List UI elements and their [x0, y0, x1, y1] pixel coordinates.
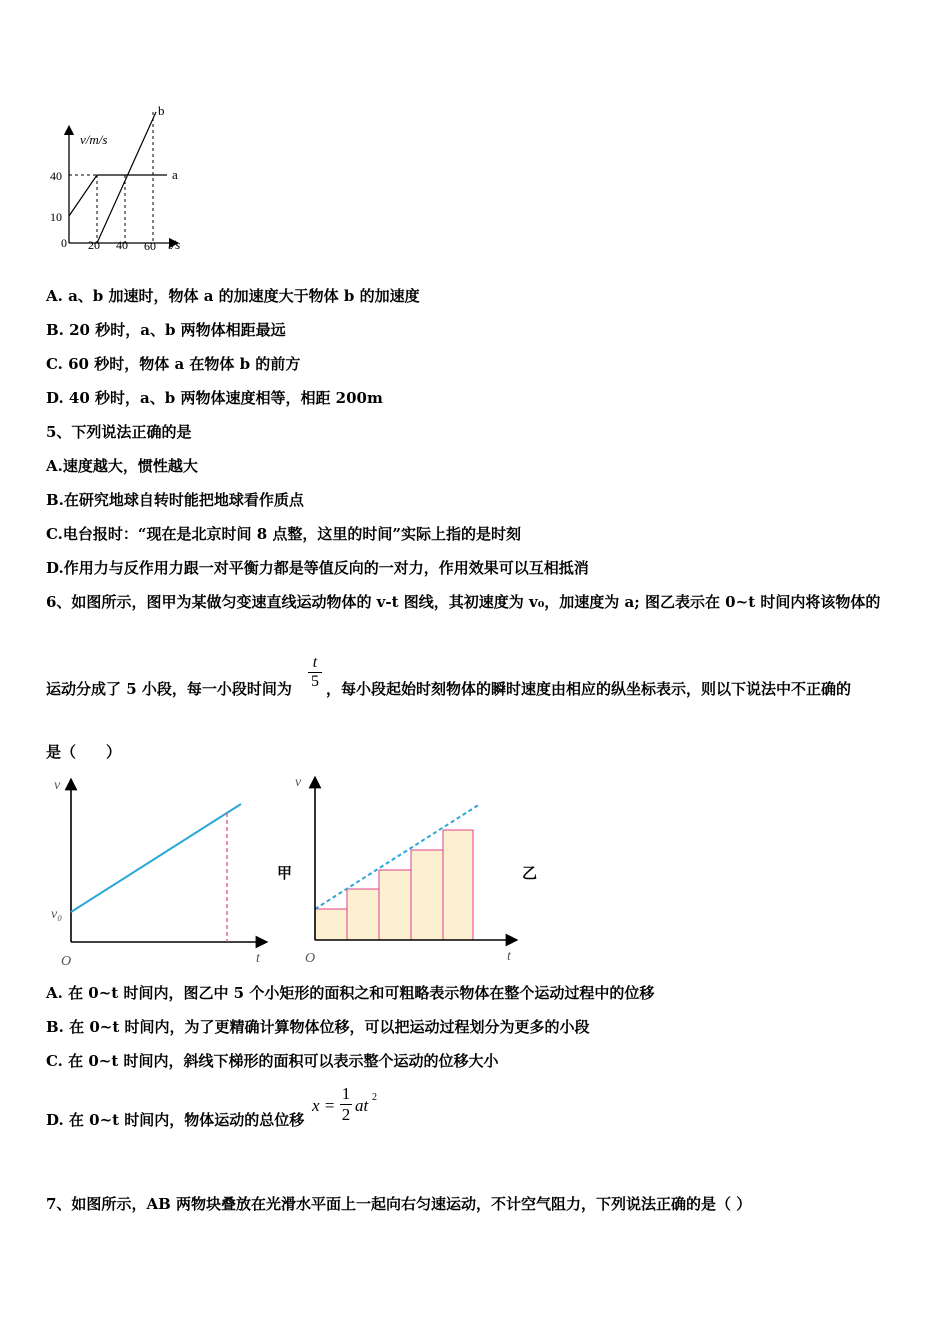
q4-option-a: A. a、b 加速时，物体 a 的加速度大于物体 b 的加速度 — [46, 287, 420, 305]
jia-ylabel: v — [54, 778, 61, 793]
yi-rect-4 — [411, 850, 443, 940]
q6-stem-line2b: ，每小段起始时刻物体的瞬时速度由相应的纵坐标表示，则以下说法中不正确的 — [326, 680, 852, 698]
graph1-ylabel: v/m/s — [80, 132, 108, 147]
figure-yi — [290, 772, 520, 972]
q6-option-b: B. 在 0~t 时间内，为了更精确计算物体位移，可以把运动过程划分为更多的小段 — [46, 1018, 590, 1036]
q6-option-c: C. 在 0~t 时间内，斜线下梯形的面积可以表示整个运动的位移大小 — [46, 1052, 499, 1070]
xtick-20: 20 — [88, 238, 100, 252]
yi-ylabel: v — [295, 775, 302, 790]
q6-frac-bottom: 5 — [311, 673, 319, 690]
q5-option-b: B.在研究地球自转时能把地球看作质点 — [46, 491, 304, 509]
ytick-40: 40 — [50, 169, 62, 183]
xtick-40: 40 — [116, 238, 128, 252]
q5-stem: 5、下列说法正确的是 — [46, 423, 192, 441]
q6-option-a: A. 在 0~t 时间内，图乙中 5 个小矩形的面积之和可粗略表示物体在整个运动过程中的位移 — [46, 984, 655, 1002]
jia-vt-line — [71, 804, 241, 912]
yi-xlabel: t — [507, 949, 511, 964]
yi-rect-2 — [347, 889, 379, 940]
yi-rect-5 — [443, 830, 473, 940]
q5-option-a: A.速度越大，惯性越大 — [46, 457, 198, 475]
xtick-0: 0 — [61, 236, 67, 250]
q6-fraction — [308, 654, 322, 691]
ytick-10: 10 — [50, 210, 62, 224]
q4-option-d: D. 40 秒时，a、b 两物体速度相等，相距 200m — [46, 389, 383, 407]
q6-stem-line1: 6、如图所示，图甲为某做匀变速直线运动物体的 v-t 图线，其初速度为 v₀，加速度为 a; 图乙表示在 0~t 时间内将该物体的 — [46, 593, 881, 611]
formula-num: 1 — [341, 1084, 351, 1103]
vt-graph-ab — [44, 98, 204, 258]
q4-option-c: C. 60 秒时，物体 a 在物体 b 的前方 — [46, 355, 301, 373]
q6-stem-line2a: 运动分成了 5 小段，每一小段时间为 — [46, 680, 292, 698]
label-a: a — [172, 167, 178, 182]
caption-yi: 乙 — [522, 864, 538, 882]
caption-jia: 甲 — [277, 864, 293, 882]
formula-den: 2 — [341, 1105, 351, 1124]
xtick-60: 60 — [144, 239, 156, 253]
yi-origin: O — [305, 951, 316, 966]
q6-frac-top: t — [308, 654, 322, 673]
jia-v0: v₀ — [51, 907, 63, 922]
q5-option-c: C.电台报时：“现在是北京时间 8 点整，这里的时间”实际上指的是时刻 — [46, 525, 522, 543]
formula-rhs: at — [355, 1096, 369, 1115]
q5-option-d: D.作用力与反作用力跟一对平衡力都是等值反向的一对力，作用效果可以互相抵消 — [46, 559, 589, 577]
formula-frac — [340, 1084, 352, 1125]
graph1-xlabel: t/s — [168, 237, 181, 252]
q4-option-b: B. 20 秒时，a、b 两物体相距最远 — [46, 321, 286, 339]
yi-rect-1 — [315, 909, 347, 940]
jia-xlabel: t — [256, 951, 260, 966]
formula-lhs: x = — [312, 1096, 336, 1115]
figure-jia — [46, 772, 272, 972]
jia-origin: O — [61, 954, 72, 969]
formula-exp: 2 — [372, 1092, 377, 1103]
q7-stem: 7、如图所示，AB 两物块叠放在光滑水平面上一起向右匀速运动，不计空气阻力，下列说法正确的是（ ） — [46, 1195, 752, 1213]
q6-option-d: D. 在 0~t 时间内，物体运动的总位移 — [46, 1111, 305, 1129]
yi-rect-3 — [379, 870, 411, 940]
yi-rectangles — [315, 830, 473, 940]
q6-stem-line3: 是（ ） — [46, 743, 122, 761]
label-b: b — [158, 103, 165, 118]
